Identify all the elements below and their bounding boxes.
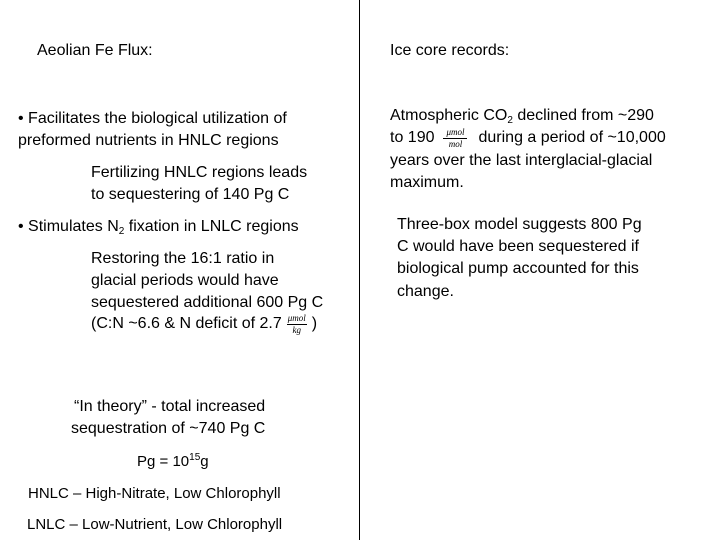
hnlc-definition: HNLC – High-Nitrate, Low Chlorophyll [28,485,281,502]
pg-definition [137,452,209,472]
unit-denominator: kg [292,325,301,335]
p2-line2: C would have been sequestered if [397,238,639,255]
unit-umol-per-kg [286,313,308,335]
p1-line2-prefix: to 190 [390,129,435,147]
p2-line4: change. [397,283,454,300]
p1-line2-suffix: during a period of ~10,000 [478,129,666,147]
p1-line2 [390,127,666,149]
sub2-line3: sequestered additional 600 Pg C [91,294,324,311]
sub1-line2: to sequestering of 140 Pg C [91,186,290,203]
sub2-line1: Restoring the 16:1 ratio in [91,250,275,267]
sub2-line4-suffix: ) [311,315,318,333]
p1-subscript: 2 [507,115,513,126]
unit-denominator: mol [448,139,463,149]
lnlc-definition: LNLC – Low-Nutrient, Low Chlorophyll [27,516,283,533]
sub2-line4-prefix: (C:N ~6.6 & N deficit of 2.7 [91,315,282,333]
theory-line2: sequestration of ~740 Pg C [71,420,266,437]
pg-suffix: g [200,453,209,470]
sub2-line2: glacial periods would have [91,272,279,289]
column-divider [359,0,360,540]
bullet2-subscript: 2 [118,226,125,237]
p1-line3: years over the last interglacial-glacial [390,152,653,169]
pg-prefix: Pg = 10 [137,453,190,470]
sub1-line1: Fertilizing HNLC regions leads [91,164,308,181]
right-heading: Ice core records: [390,42,510,59]
p1-line4: maximum. [390,174,464,191]
p1-line1 [390,105,654,126]
p1-line1-suffix: declined from ~290 [512,107,654,124]
unit-numerator: μmol [446,127,465,137]
bullet2-prefix: • Stimulates N [18,218,119,235]
bullet2-suffix: fixation in LNLC regions [124,218,299,235]
bullet1-line1: • Facilitates the biological utilization of [18,110,287,127]
p2-line1: Three-box model suggests 800 Pg [397,216,642,233]
theory-line1: “In theory” - total increased [74,398,266,415]
bullet1-line2: preformed nutrients in HNLC regions [18,132,279,149]
p2-line3: biological pump accounted for this [397,260,639,277]
sub2-line4 [91,313,317,335]
left-heading: Aeolian Fe Flux: [37,42,153,59]
bullet2-line [18,216,299,237]
p1-line1-prefix: Atmospheric CO [390,107,508,124]
unit-umol-per-mol [442,127,468,149]
unit-numerator: μmol [287,313,306,323]
pg-exponent: 15 [189,452,201,463]
